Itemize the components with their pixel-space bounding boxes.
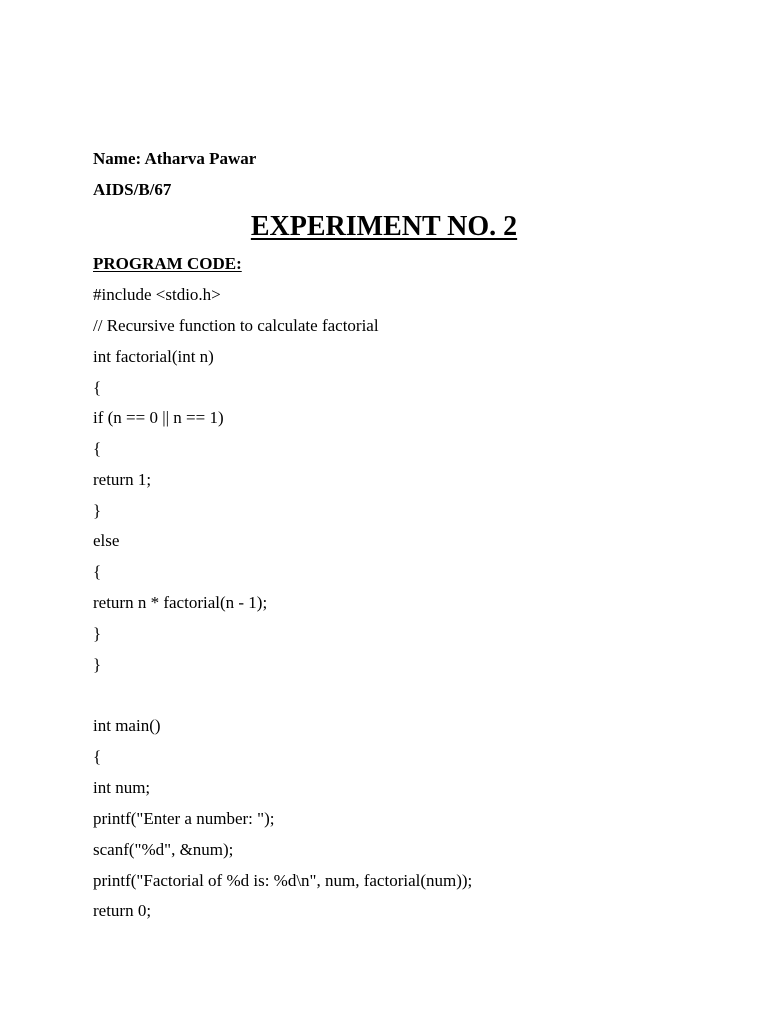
- code-line: int num;: [93, 778, 151, 797]
- code-line: scanf("%d", &num);: [93, 840, 234, 859]
- code-line: {: [93, 747, 102, 766]
- experiment-title: EXPERIMENT NO. 2: [250, 211, 518, 242]
- code-line: }: [93, 655, 102, 674]
- code-line: }: [93, 501, 102, 520]
- code-line: return 1;: [93, 470, 152, 489]
- code-line: if (n == 0 || n == 1): [93, 408, 224, 427]
- code-line: int factorial(int n): [93, 347, 214, 366]
- code-line: {: [93, 378, 102, 397]
- code-line: #include <stdio.h>: [93, 285, 221, 304]
- section-heading: PROGRAM CODE:: [93, 254, 242, 273]
- code-line: }: [93, 624, 102, 643]
- code-line: // Recursive function to calculate factorial: [93, 316, 379, 335]
- code-line: int main(): [93, 716, 161, 735]
- code-line: printf("Factorial of %d is: %d\n", num, factorial(num));: [93, 871, 473, 890]
- code-line: return 0;: [93, 901, 152, 920]
- code-line: {: [93, 439, 102, 458]
- code-line: else: [93, 531, 120, 550]
- code-line: printf("Enter a number: ");: [93, 809, 275, 828]
- student-name: Name: Atharva Pawar: [93, 149, 257, 168]
- roll-number: AIDS/B/67: [93, 180, 172, 199]
- code-line: {: [93, 562, 102, 581]
- code-line: return n * factorial(n - 1);: [93, 593, 268, 612]
